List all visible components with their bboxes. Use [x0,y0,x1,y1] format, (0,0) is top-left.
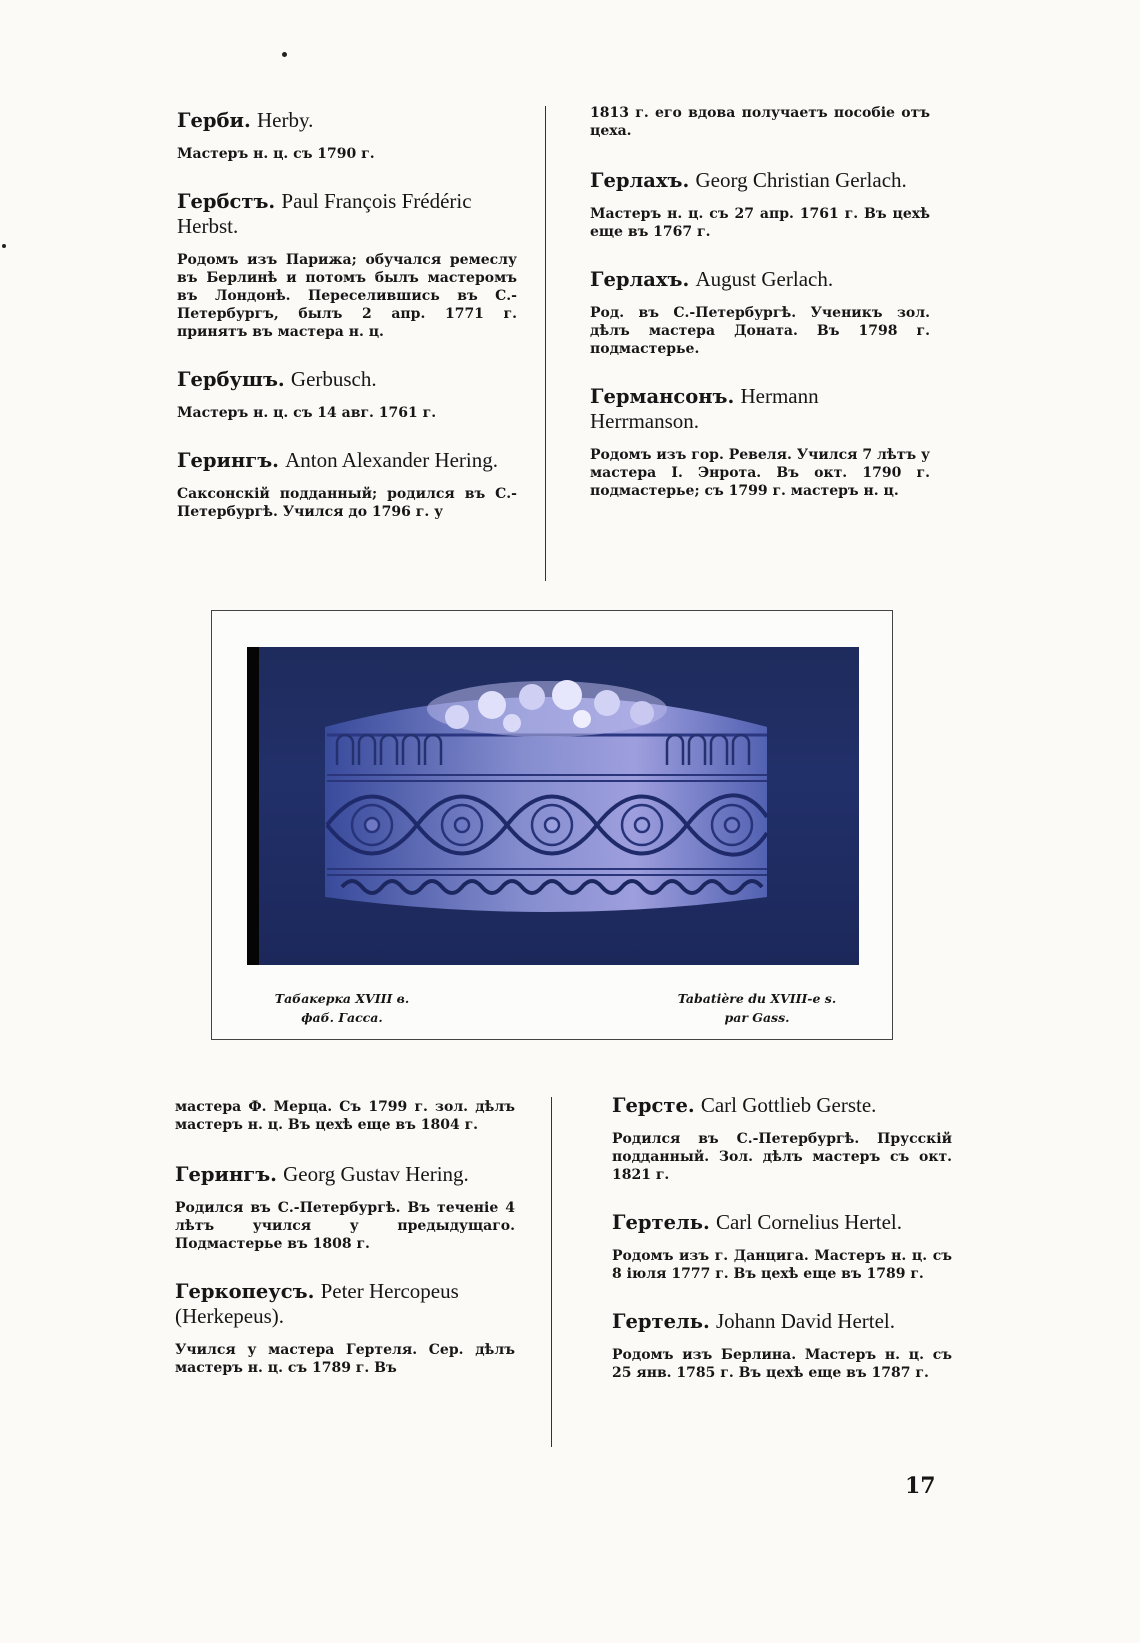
entry-name-ru: Герлахъ. [590,169,690,192]
entry-johann-hertel [612,1309,952,1382]
column-divider [551,1097,552,1447]
entry-name-lat: Paul François Frédéric Herbst. [177,189,472,238]
entry-herrmanson [590,384,930,500]
entry-name-ru: Герсте. [612,1094,695,1117]
entry-name-lat: Gerbusch. [290,367,377,391]
entry-text: Родомъ изъ Парижа; обучался ремеслу въ Берлинѣ и потомъ былъ мастеромъ въ Лондонѣ. Переселившись въ С.-Петербургъ, былъ 2 апр. 1771 г. принятъ въ мастера н. ц. [177,252,517,340]
entry-text: Мастеръ н. ц. съ 14 авг. 1761 г. [177,405,437,421]
entry-carl-hertel [612,1210,952,1283]
entry-text: Мастеръ н. ц. съ 1790 г. [177,146,375,162]
entry-name-lat: Johann David Hertel. [715,1309,896,1333]
entry-gerste [612,1093,952,1184]
entry-heading [590,168,930,193]
column-divider [545,106,546,581]
top-right-column [590,104,930,526]
entry-anton-hering [177,448,517,521]
entry-name-ru: Гербушъ. [177,368,285,391]
entry-text: Родомъ изъ гор. Ревеля. Учился 7 лѣтъ у мастера І. Энрота. Въ окт. 1790 г. подмастерье; съ 1799 г. мастеръ н. ц. [590,447,930,499]
entry-name-ru: Германсонъ. [590,385,735,408]
entry-name-lat: Peter Hercopeus (Herkepeus). [175,1279,459,1328]
entry-heading [612,1309,952,1334]
entry-heading [175,1162,515,1187]
entry-name-lat: Anton Alexander Hering. [285,448,499,472]
entry-name-lat: Hermann Herrmanson. [590,384,819,433]
entry-text: Саксонскій подданный; родился въ С.-Петербургѣ. Учился до 1796 г. у [177,486,517,520]
top-left-column [177,108,517,547]
caption-ru-line1: Табакерка XVIII в. [274,991,410,1006]
ink-speck [2,244,6,248]
entry-heading [175,1279,515,1329]
entry-heading [177,448,517,473]
entry-heading [612,1210,952,1235]
caption-fr-line2: par Gass. [724,1010,790,1025]
entry-name-lat: August Gerlach. [695,267,834,291]
entry-text: Род. въ С.-Петербургѣ. Ученикъ зол. дѣлъ мастера Доната. Въ 1798 г. подмастерье. [590,305,930,357]
entry-text: Родился въ С.-Петербургѣ. Прусскій подданный. Зол. дѣлъ мастеръ съ окт. 1821 г. [612,1131,952,1183]
entry-name-lat: Carl Gottlieb Gerste. [700,1093,877,1117]
entry-name-ru: Герингъ. [175,1163,277,1186]
entry-text: Учился у мастера Гертеля. Сер. дѣлъ мастеръ н. ц. съ 1789 г. Въ [175,1342,515,1376]
entry-name-lat: Carl Cornelius Hertel. [715,1210,903,1234]
entry-name-ru: Гертель. [612,1310,710,1333]
entry-hercopeus [175,1279,515,1377]
entry-name-ru: Герлахъ. [590,268,690,291]
entry-name-ru: Герби. [177,109,251,132]
snuffbox-illustration [247,647,859,965]
caption-french [642,989,872,1027]
caption-russian [242,989,442,1027]
entry-heading [590,384,930,434]
continued-text: 1813 г. его вдова получаетъ пособіе отъ цеха. [590,105,930,139]
entry-heading [177,189,517,239]
entry-georg-hering [175,1162,515,1253]
entry-name-lat: Georg Gustav Hering. [283,1162,469,1186]
entry-gerbusch [177,367,517,422]
entry-august-gerlach [590,267,930,358]
entry-text: Родился въ С.-Петербургѣ. Въ теченіе 4 лѣтъ учился у предыдущаго. Подмастерье въ 1808 г. [175,1200,515,1252]
floral-garland [427,680,667,737]
entry-name-lat: Herby. [256,108,314,132]
entry-name-ru: Гербстъ. [177,190,276,213]
entry-text: Родомъ изъ г. Данцига. Мастеръ н. ц. съ 8 іюля 1777 г. Въ цехѣ еще въ 1789 г. [612,1248,952,1282]
photo-edge [247,647,259,965]
snuffbox-photo [247,647,859,965]
caption-fr-line1: Tabatière du XVIII-e s. [677,991,837,1006]
entry-heading [590,267,930,292]
ink-speck [282,52,287,57]
entry-name-ru: Геркопеусъ. [175,1280,315,1303]
entry-herby [177,108,517,163]
page-number: 17 [905,1473,936,1499]
entry-name-ru: Герингъ. [177,449,279,472]
entry-georg-gerlach [590,168,930,241]
entry-heading [177,367,517,392]
entry-name-lat: Georg Christian Gerlach. [695,168,907,192]
bottom-left-column [175,1098,515,1403]
entry-heading [612,1093,952,1118]
bottom-right-column [612,1093,952,1408]
entry-heading [177,108,517,133]
entry-herbst [177,189,517,341]
entry-name-ru: Гертель. [612,1211,710,1234]
caption-ru-line2: фаб. Гасса. [301,1010,383,1025]
figure-plate [211,610,893,1040]
entry-text: Родомъ изъ Берлина. Мастеръ н. ц. съ 25 янв. 1785 г. Въ цехѣ еще въ 1787 г. [612,1347,952,1381]
entry-text: Мастеръ н. ц. съ 27 апр. 1761 г. Въ цехѣ еще въ 1767 г. [590,206,930,240]
continued-text: мастера Ф. Мерца. Съ 1799 г. зол. дѣлъ мастеръ н. ц. Въ цехѣ еще въ 1804 г. [175,1099,515,1133]
